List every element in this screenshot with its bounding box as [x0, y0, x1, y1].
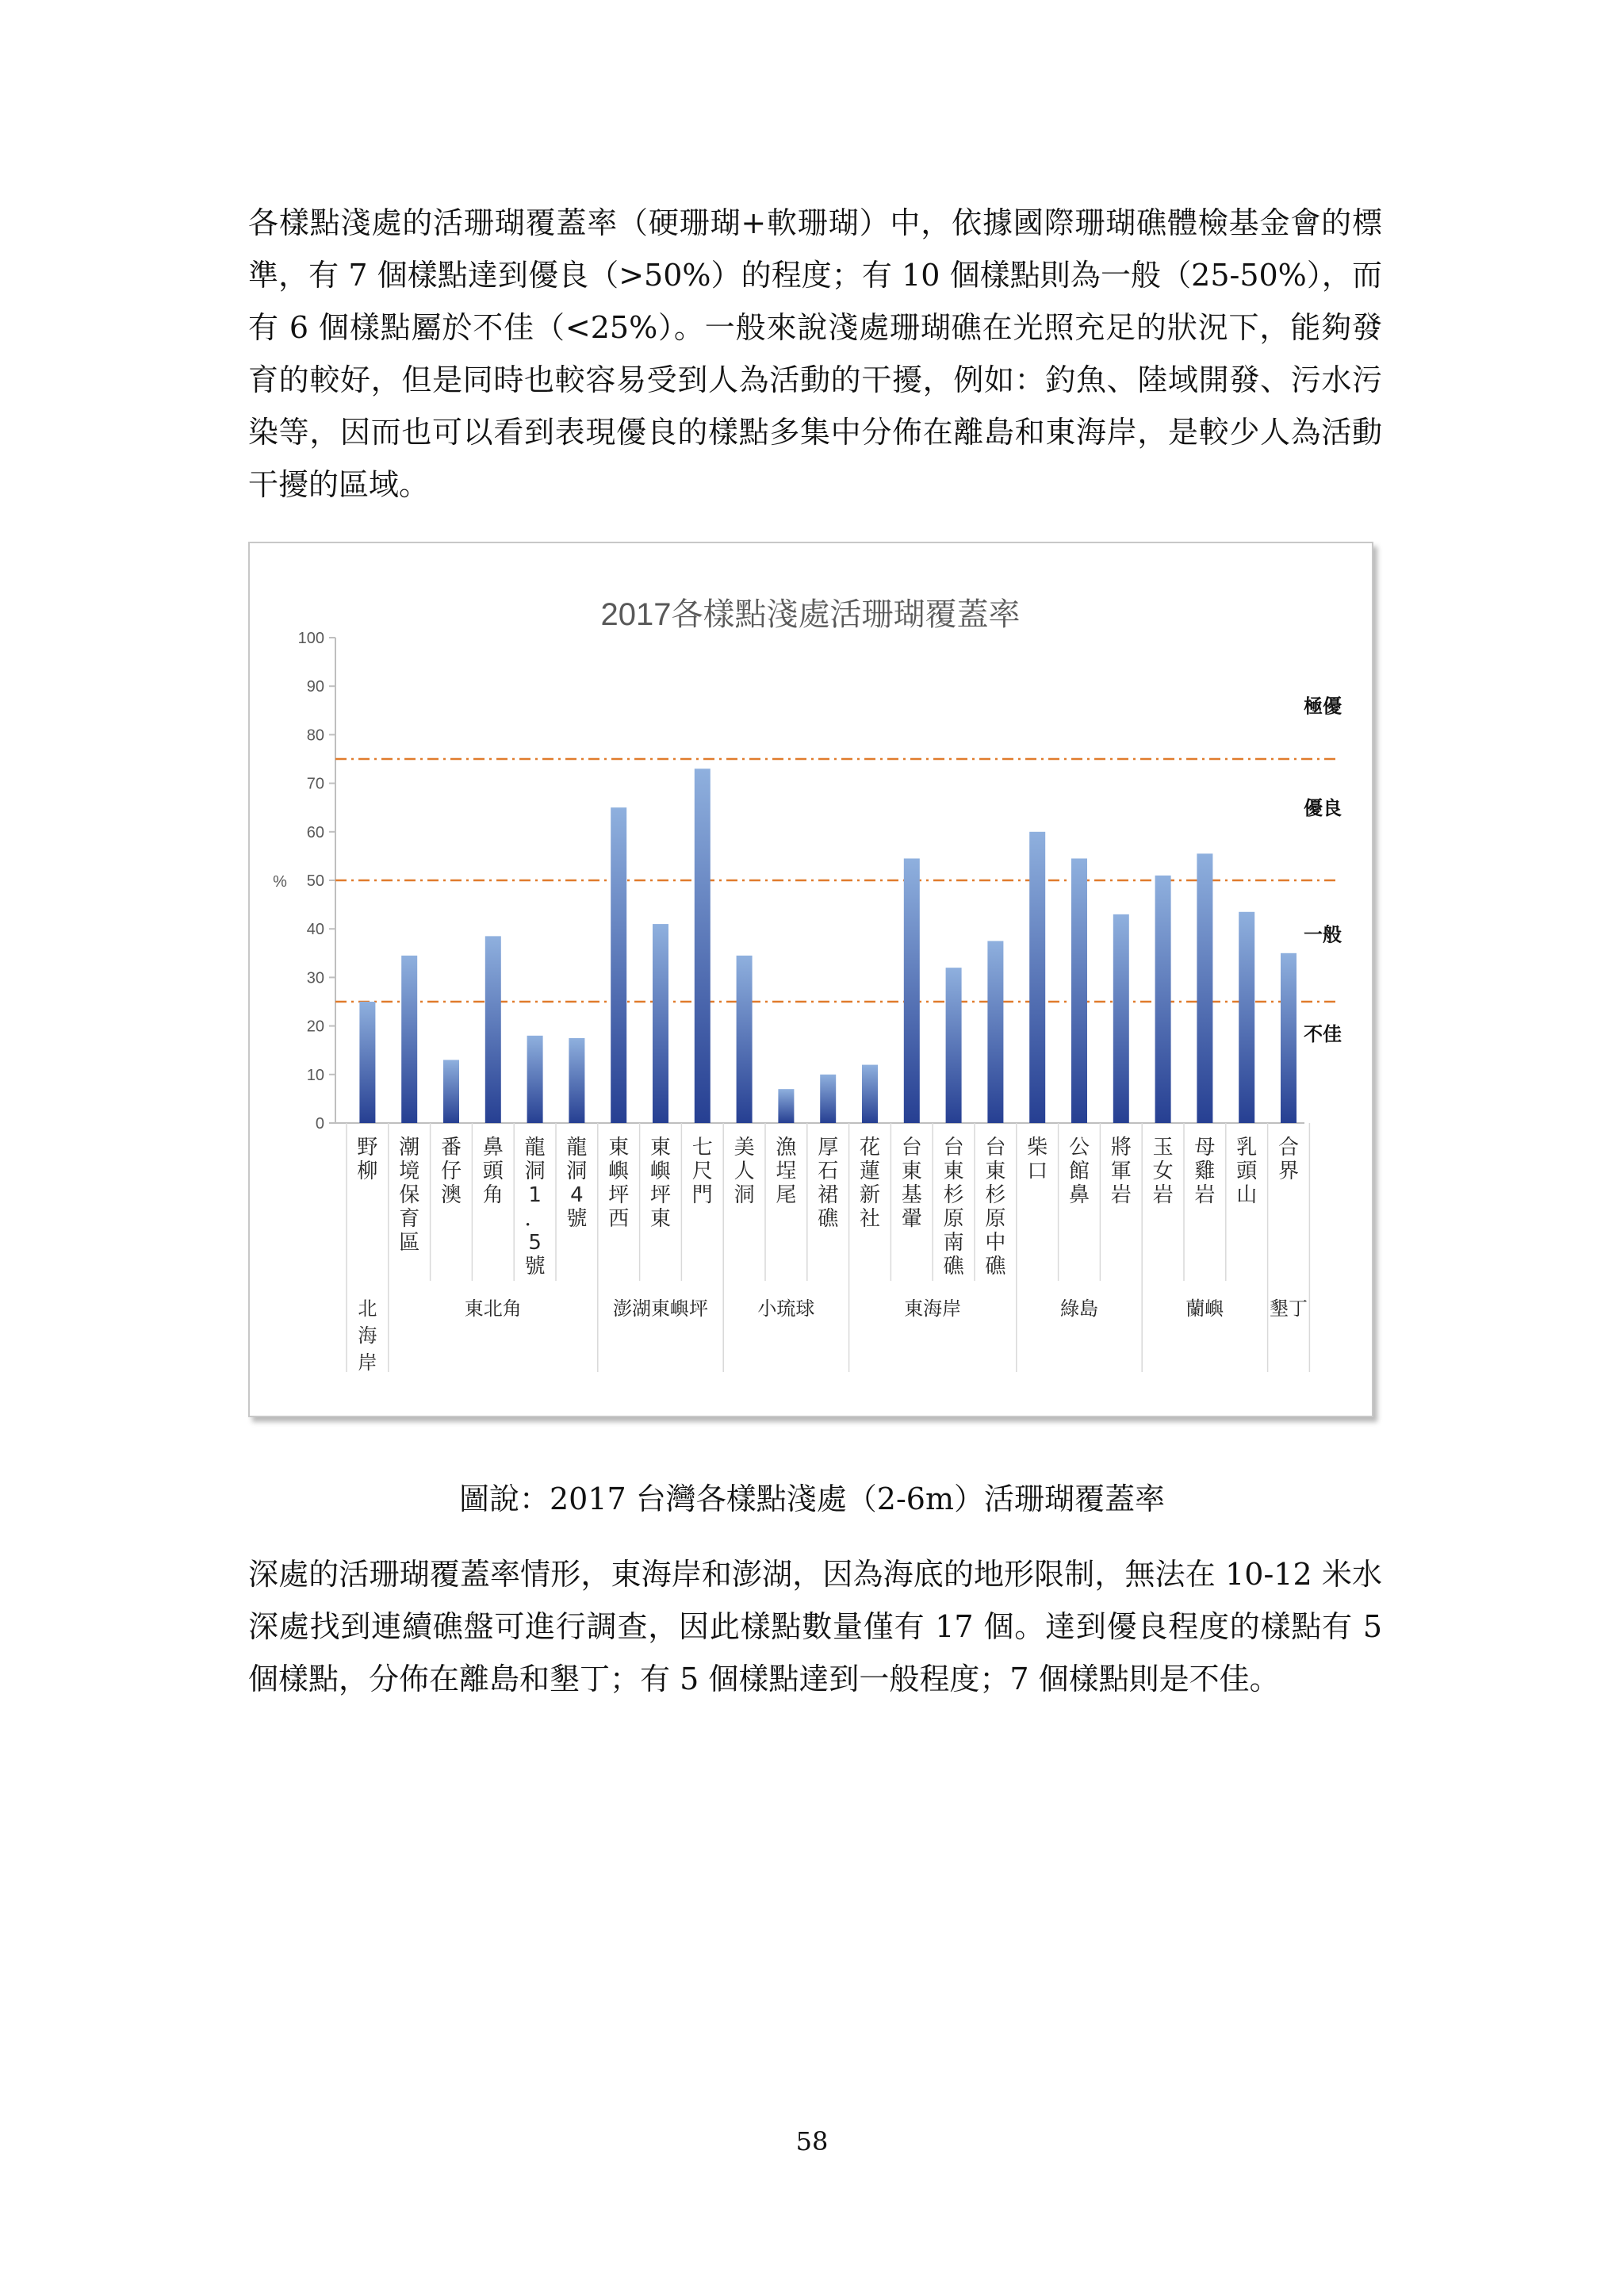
region-label: 墾丁 — [1270, 1297, 1308, 1320]
category-label: 合 — [1277, 1136, 1300, 1159]
category-label: 野 — [357, 1136, 378, 1159]
y-tick-label: 10 — [306, 1066, 324, 1084]
category-label: 礁 — [818, 1207, 839, 1231]
bar — [1113, 914, 1129, 1123]
y-tick-label: 30 — [306, 969, 324, 987]
category-label: 口 — [1027, 1159, 1048, 1183]
category-label: 台 — [943, 1136, 964, 1159]
category-label: 號 — [524, 1255, 546, 1278]
zone-label: 優良 — [1304, 797, 1342, 820]
category-label: 杉 — [943, 1183, 964, 1207]
y-tick-label: 20 — [306, 1018, 324, 1036]
category-label: 中 — [985, 1231, 1006, 1255]
category-label: 台 — [901, 1136, 922, 1159]
category-label: 花 — [859, 1136, 881, 1159]
bar — [569, 1038, 584, 1123]
category-label: 乳 — [1236, 1136, 1258, 1159]
category-label: 原 — [985, 1207, 1006, 1231]
category-label: 基 — [901, 1183, 922, 1207]
bar — [359, 1002, 375, 1123]
category-label: 漁 — [776, 1136, 797, 1159]
category-label: 5 — [528, 1231, 542, 1255]
y-tick-label: 100 — [297, 630, 324, 647]
region-label: 海 — [358, 1324, 377, 1347]
category-label: 西 — [608, 1207, 630, 1231]
intro-paragraph: 各樣點淺處的活珊瑚覆蓋率（硬珊瑚+軟珊瑚）中，依據國際珊瑚礁體檢基金會的標準，有 7 個樣點達到優良（>50%）的程度；有 10 個樣點則為一般（25-50%），而有 6 個樣點屬於不佳（<25%）。一般來說淺處珊瑚礁在光照充足的狀況下，能夠發育的較好，但是同時也較容易受到人為活動的干擾，例如：釣魚、陸域開發、污水污染等，因而也可以看到表現優良的樣點多集中分佈在離島和東海岸，是較少人為活動干擾的區域。 — [248, 205, 1382, 502]
category-label: 4 — [570, 1183, 584, 1207]
category-label: 角 — [482, 1183, 504, 1207]
category-label: 杉 — [985, 1183, 1006, 1207]
region-label: 東海岸 — [904, 1297, 962, 1320]
chart-title: 2017各樣點淺處活珊瑚覆蓋率 — [600, 597, 1021, 632]
category-label: 石 — [818, 1159, 839, 1183]
category-label: 柴 — [1027, 1136, 1048, 1159]
category-label: 仔 — [440, 1159, 462, 1183]
category-label: 公 — [1068, 1136, 1090, 1159]
category-label: 門 — [691, 1183, 713, 1207]
bar — [737, 956, 753, 1123]
bar — [695, 769, 710, 1123]
category-label: 南 — [943, 1231, 964, 1255]
bar — [611, 807, 626, 1123]
y-tick-label: 90 — [306, 678, 324, 696]
y-axis-label: % — [273, 873, 287, 891]
bar — [820, 1075, 836, 1123]
category-label: 雞 — [1194, 1159, 1216, 1183]
bar — [1029, 832, 1045, 1123]
region-label: 小琉球 — [757, 1297, 815, 1320]
zone-label: 極優 — [1304, 695, 1342, 718]
category-label: 嶼 — [649, 1159, 672, 1183]
category-label: 東 — [985, 1159, 1006, 1183]
category-label: 玉 — [1152, 1136, 1174, 1159]
y-tick-label: 40 — [306, 921, 324, 939]
category-label: 岩 — [1152, 1183, 1174, 1207]
region-label: 岸 — [358, 1351, 377, 1374]
category-label: 東 — [649, 1136, 672, 1159]
category-label: 嶼 — [608, 1159, 630, 1183]
category-label: 境 — [399, 1159, 420, 1183]
category-label: 將 — [1110, 1136, 1132, 1159]
region-label: 東北角 — [464, 1297, 522, 1320]
category-label: 保 — [399, 1183, 420, 1207]
category-label: 厚 — [818, 1136, 839, 1159]
category-label: 社 — [859, 1207, 881, 1231]
category-label: 頭 — [482, 1159, 504, 1183]
category-label: 七 — [691, 1136, 713, 1159]
category-label: 埕 — [776, 1159, 797, 1183]
category-label: 東 — [608, 1136, 630, 1159]
zone-label: 不佳 — [1304, 1022, 1342, 1045]
bar — [485, 936, 501, 1123]
category-label: 岩 — [1194, 1183, 1216, 1207]
category-label: 東 — [649, 1207, 672, 1231]
category-label: 裙 — [818, 1183, 839, 1207]
bar — [653, 924, 668, 1123]
bar — [1071, 858, 1087, 1123]
category-label: 岩 — [1110, 1183, 1132, 1207]
category-label: 館 — [1068, 1159, 1090, 1183]
category-label: 礁 — [985, 1255, 1006, 1278]
category-label: 頭 — [1236, 1159, 1258, 1183]
category-label: 號 — [566, 1207, 588, 1231]
category-label: 龍 — [566, 1136, 588, 1159]
category-label: 尺 — [691, 1159, 713, 1183]
category-label: 鼻 — [482, 1136, 504, 1159]
bar — [946, 968, 962, 1123]
category-label: 翬 — [901, 1207, 922, 1231]
region-label: 澎湖東嶼坪 — [613, 1297, 708, 1320]
category-label: 1 — [528, 1183, 542, 1207]
bar — [401, 956, 417, 1123]
bar — [904, 858, 920, 1123]
category-label: 潮 — [399, 1136, 420, 1159]
chart-canvas — [250, 543, 1372, 1416]
category-label: 台 — [985, 1136, 1006, 1159]
bar — [1281, 953, 1297, 1123]
y-tick-label: 50 — [306, 872, 324, 890]
y-tick-label: 70 — [306, 775, 324, 793]
category-label: 軍 — [1110, 1159, 1132, 1183]
category-label: 母 — [1194, 1136, 1216, 1159]
category-label: 山 — [1236, 1183, 1258, 1207]
figure-caption: 圖說：2017 台灣各樣點淺處（2-6m）活珊瑚覆蓋率 — [458, 1481, 1165, 1516]
category-label: 礁 — [943, 1255, 964, 1278]
category-label: 柳 — [357, 1159, 378, 1183]
category-label: 新 — [859, 1183, 881, 1207]
page-number: 58 — [795, 2126, 829, 2156]
category-label: 東 — [901, 1159, 922, 1183]
bar — [862, 1065, 878, 1123]
category-label: 美 — [733, 1136, 755, 1159]
category-label: 澳 — [440, 1183, 462, 1207]
region-label: 北 — [358, 1297, 377, 1320]
bar — [1155, 876, 1171, 1123]
category-label: 人 — [733, 1159, 755, 1183]
bar — [778, 1089, 794, 1123]
bar — [443, 1060, 459, 1123]
category-label: 番 — [440, 1136, 462, 1159]
bar — [987, 941, 1003, 1124]
bar — [1197, 853, 1212, 1123]
category-label: 尾 — [776, 1183, 797, 1207]
zone-label: 一般 — [1304, 923, 1342, 946]
category-label: 育 — [399, 1207, 420, 1231]
region-label: 蘭嶼 — [1185, 1297, 1224, 1320]
category-label: 坪 — [608, 1183, 630, 1207]
category-label: 洞 — [733, 1183, 755, 1207]
category-label: ． — [524, 1207, 546, 1231]
category-label: 洞 — [566, 1159, 588, 1183]
category-label: 坪 — [649, 1183, 672, 1207]
category-label: 女 — [1152, 1159, 1174, 1183]
region-label: 綠島 — [1060, 1297, 1098, 1320]
category-label: 洞 — [524, 1159, 546, 1183]
y-tick-label: 80 — [306, 726, 324, 745]
y-tick-label: 0 — [315, 1115, 324, 1133]
category-label: 蓮 — [859, 1159, 881, 1183]
coral-cover-chart — [248, 542, 1373, 1417]
category-label: 東 — [943, 1159, 964, 1183]
category-label: 區 — [399, 1231, 420, 1255]
category-label: 龍 — [524, 1136, 546, 1159]
deep-paragraph: 深處的活珊瑚覆蓋率情形，東海岸和澎湖，因為海底的地形限制，無法在 10-12 米水深處找到連續礁盤可進行調查，因此樣點數量僅有 17 個。達到優良程度的樣點有 5 個樣點，分佈在離島和墾丁；有 5 個樣點達到一般程度；7 個樣點則是不佳。 — [248, 1557, 1382, 1696]
bar — [527, 1036, 543, 1123]
category-label: 原 — [943, 1207, 964, 1231]
y-tick-label: 60 — [306, 823, 324, 841]
bar — [1239, 912, 1254, 1123]
category-label: 界 — [1277, 1159, 1300, 1183]
category-label: 鼻 — [1068, 1183, 1090, 1207]
